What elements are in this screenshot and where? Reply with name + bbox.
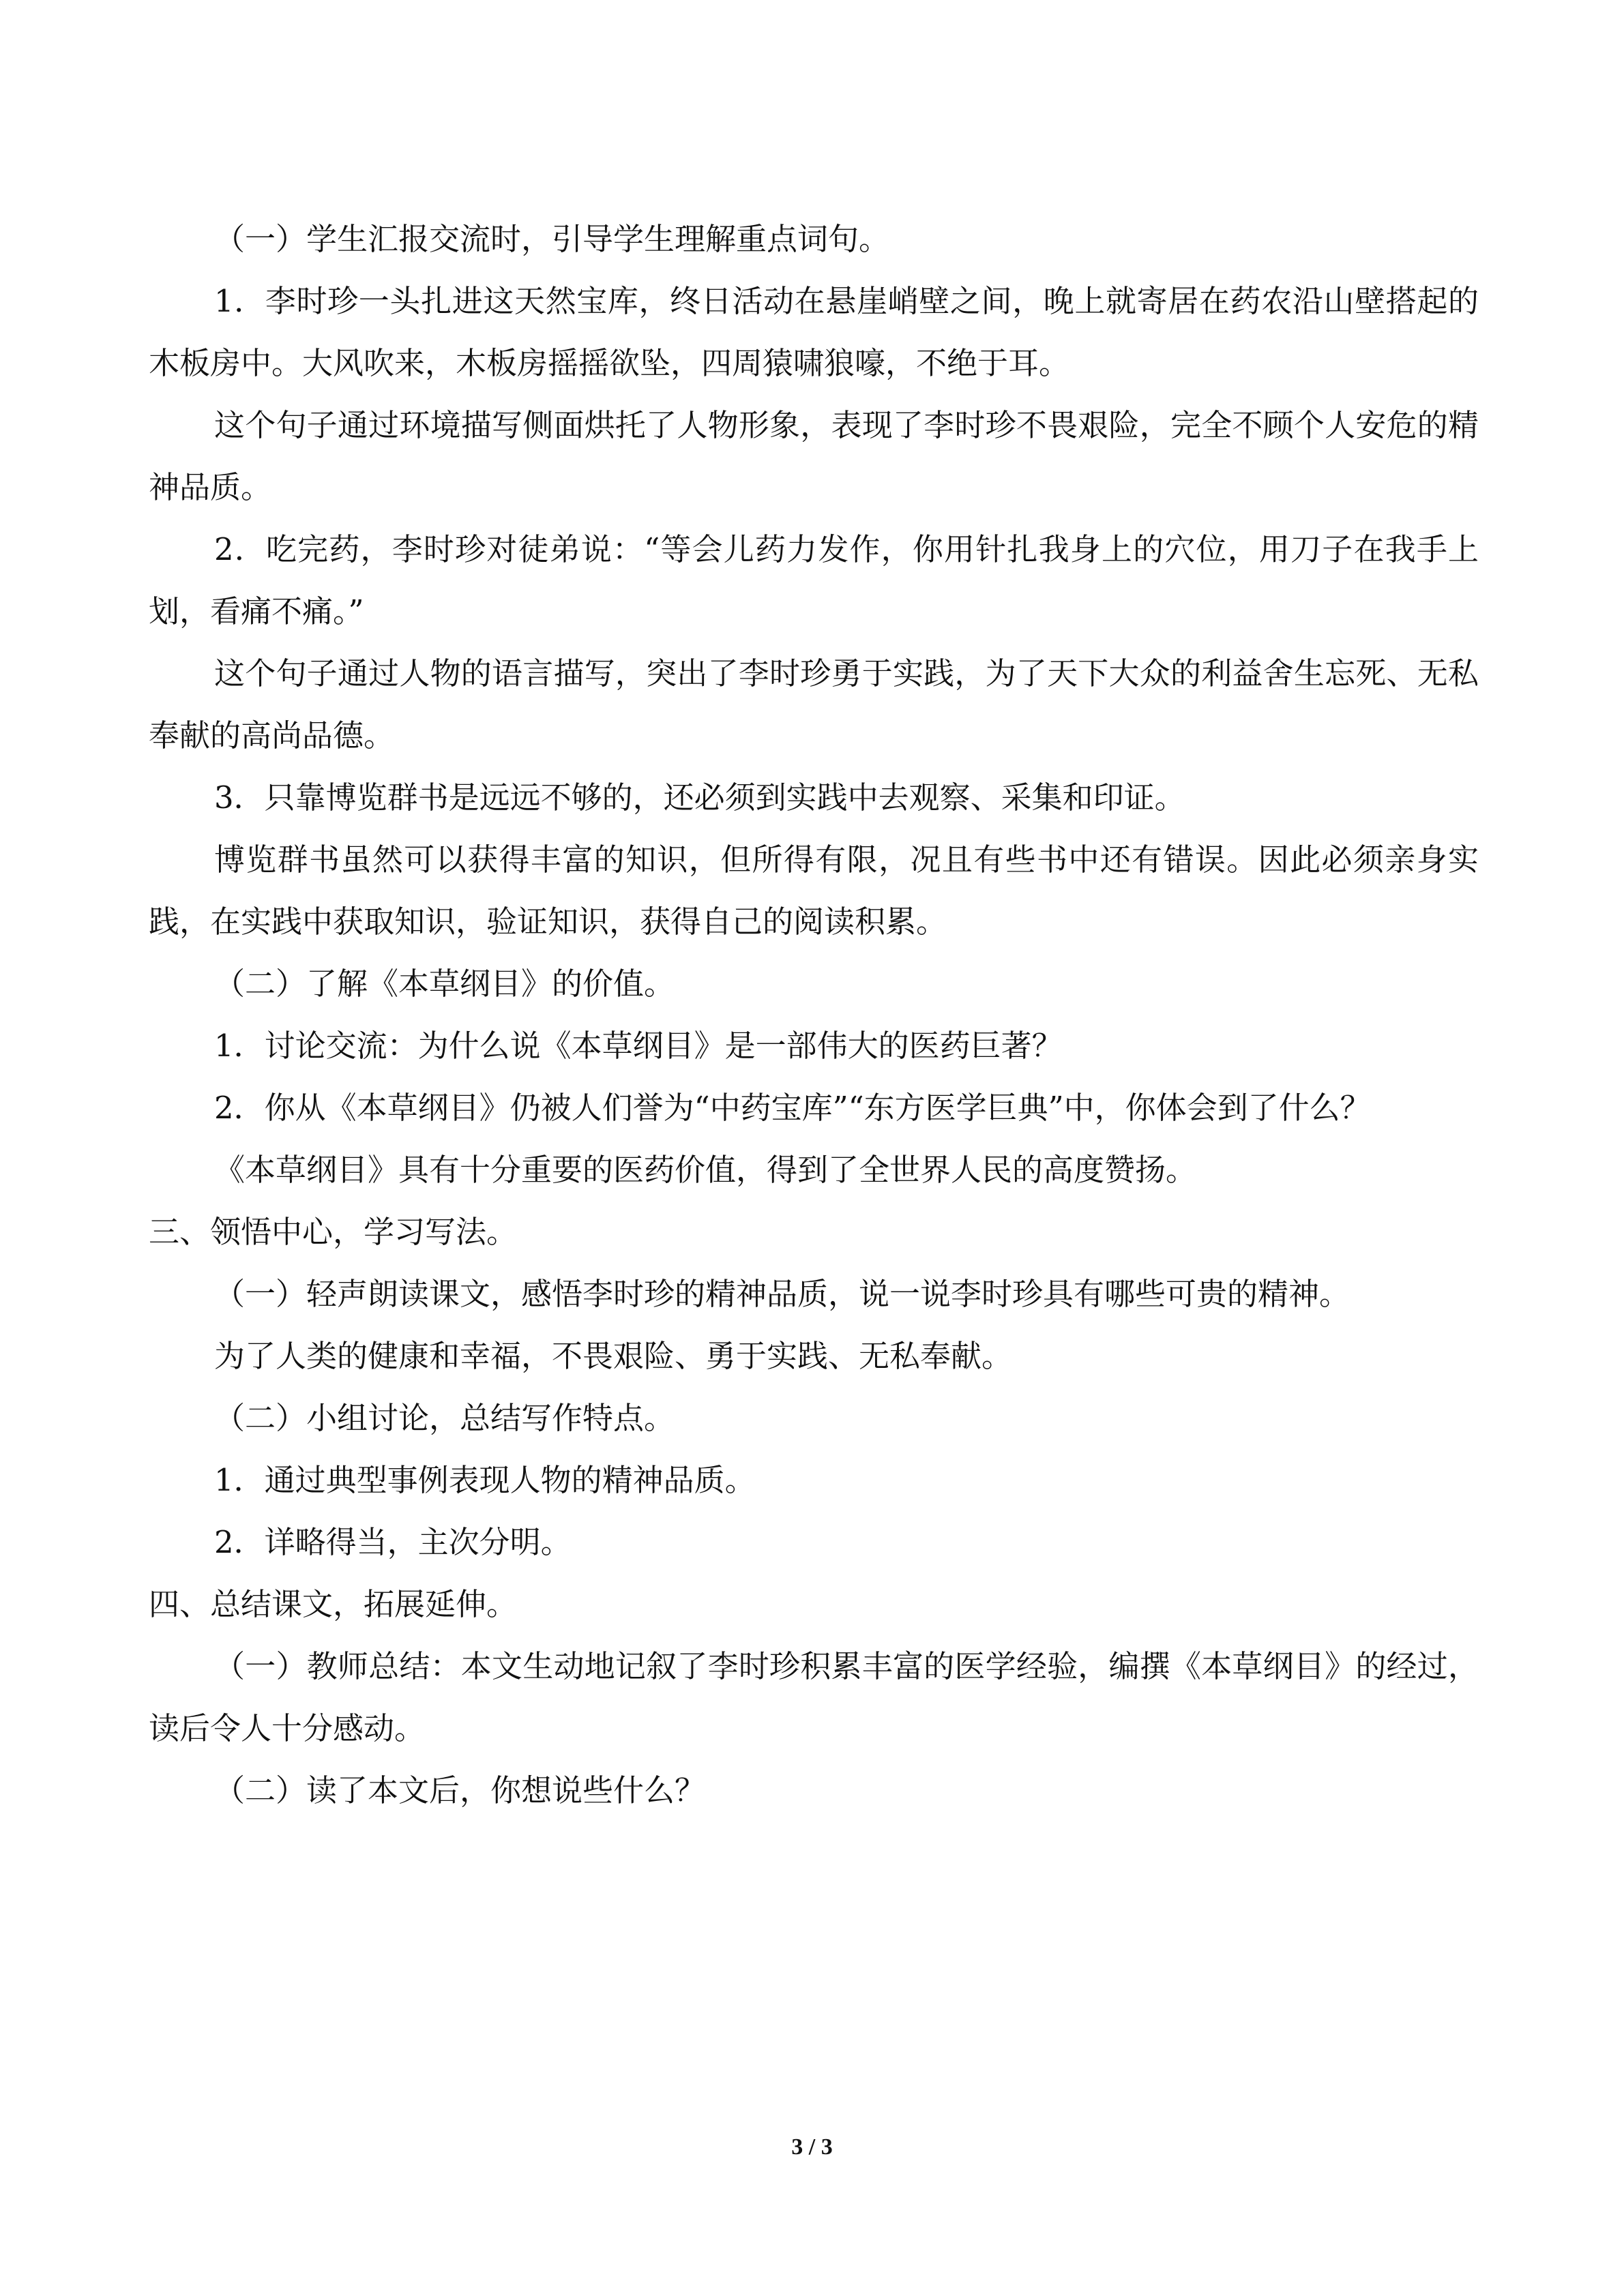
paragraph: 1．讨论交流：为什么说《本草纲目》是一部伟大的医药巨著？ xyxy=(214,1028,1063,1064)
section-heading: 三、领悟中心，学习写法。 xyxy=(149,1214,518,1250)
paragraph: 1．李时珍一头扎进这天然宝库，终日活动在悬崖峭壁之间，晚上就寄居在药农沿山壁搭起的木板房中。大风吹来，木板房摇摇欲坠，四周猿啸狼嚎，不绝于耳。 xyxy=(149,283,1479,381)
paragraph: （二）小组讨论，总结写作特点。 xyxy=(214,1400,675,1436)
paragraph: （二）了解《本草纲目》的价值。 xyxy=(214,966,675,1002)
paragraph: （一）轻声朗读课文，感悟李时珍的精神品质，说一说李时珍具有哪些可贵的精神。 xyxy=(214,1276,1350,1312)
page-number: 3 / 3 xyxy=(791,2134,833,2160)
paragraph: 2．详略得当，主次分明。 xyxy=(214,1524,572,1560)
paragraph: （一）教师总结：本文生动地记叙了李时珍积累丰富的医学经验，编撰《本草纲目》的经过，读后令人十分感动。 xyxy=(149,1648,1479,1746)
paragraph: （二）读了本文后，你想说些什么？ xyxy=(214,1772,706,1808)
paragraph: 为了人类的健康和幸福，不畏艰险、勇于实践、无私奉献。 xyxy=(214,1338,1013,1374)
paragraph: （一）学生汇报交流时，引导学生理解重点词句。 xyxy=(214,221,890,257)
paragraph: 这个句子通过人物的语言描写，突出了李时珍勇于实践，为了天下大众的利益舍生忘死、无私奉献的高尚品德。 xyxy=(149,655,1479,754)
paragraph: 1．通过典型事例表现人物的精神品质。 xyxy=(214,1462,756,1498)
paragraph: 博览群书虽然可以获得丰富的知识，但所得有限，况且有些书中还有错误。因此必须亲身实践，在实践中获取知识，验证知识，获得自己的阅读积累。 xyxy=(149,841,1479,940)
paragraph: 2．你从《本草纲目》仍被人们誉为“中药宝库”“东方医学巨典”中，你体会到了什么？ xyxy=(214,1090,1371,1126)
paragraph: 2．吃完药，李时珍对徒弟说：“等会儿药力发作，你用针扎我身上的穴位，用刀子在我手上划，看痛不痛。” xyxy=(149,531,1479,629)
paragraph: 3．只靠博览群书是远远不够的，还必须到实践中去观察、采集和印证。 xyxy=(214,779,1185,816)
paragraph: 《本草纲目》具有十分重要的医药价值，得到了全世界人民的高度赞扬。 xyxy=(214,1152,1197,1188)
paragraph: 这个句子通过环境描写侧面烘托了人物形象，表现了李时珍不畏艰险，完全不顾个人安危的精神品质。 xyxy=(149,407,1479,505)
section-heading: 四、总结课文，拓展延伸。 xyxy=(149,1586,518,1622)
document-body xyxy=(149,208,1479,1821)
